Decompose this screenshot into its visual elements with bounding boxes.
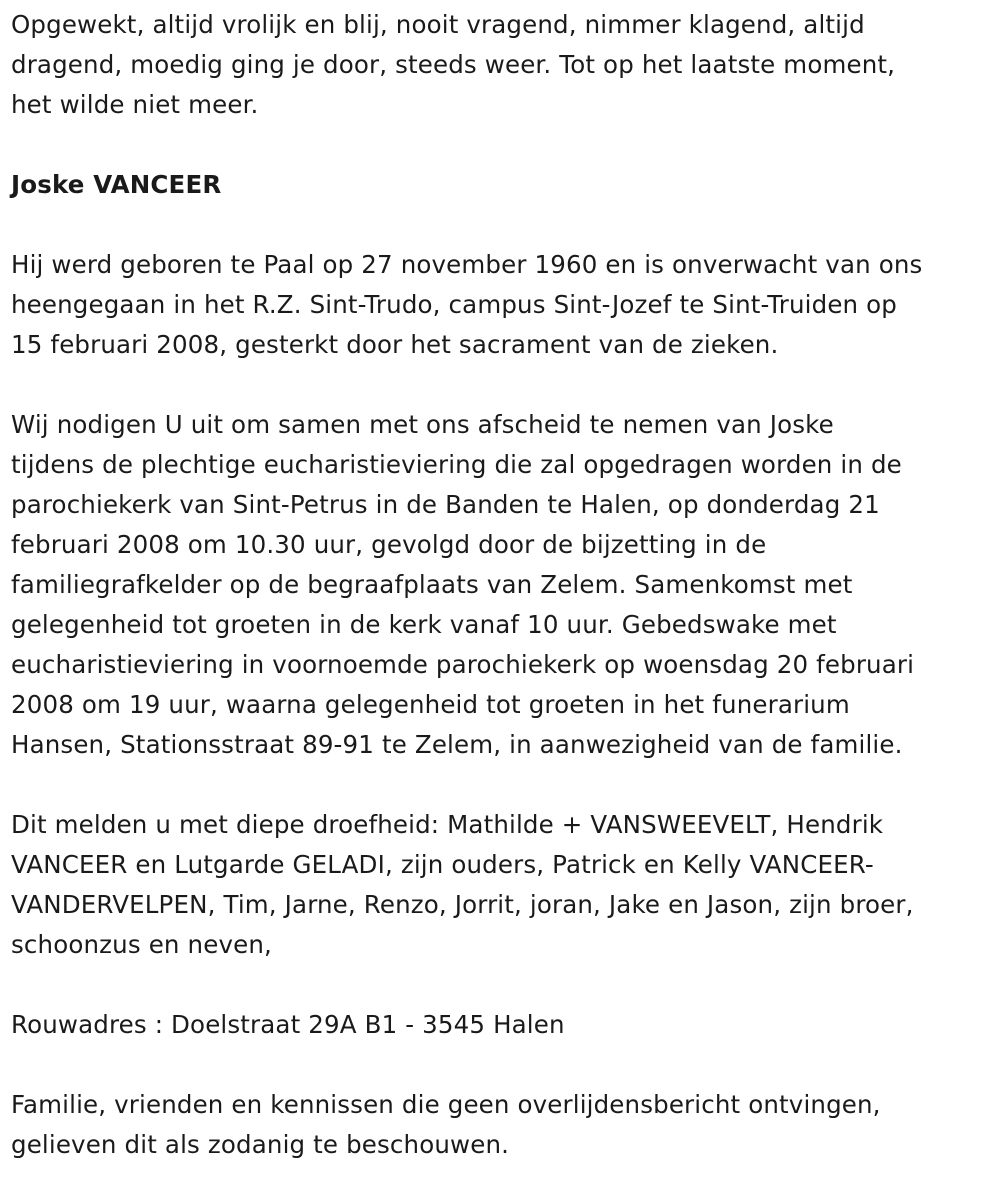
closing-paragraph: Familie, vrienden en kennissen die geen overlijdensbericht ontvingen, gelieven dit als zodanig te beschouwen. <box>11 1090 881 1159</box>
obituary-document <box>11 5 991 1165</box>
funeral-invitation-paragraph: Wij nodigen U uit om samen met ons afscheid te nemen van Joske tijdens de plechtige eucharistieviering die zal opgedragen worden in de parochiekerk van Sint-Petrus in de Banden te Halen, op donderdag 21 februari 2008 om 10.30 uur, gevolgd door de bijzetting in de familiegrafkelder op de begraafplaats van Zelem. Samenkomst met gelegenheid tot groeten in de kerk vanaf 10 uur. Gebedswake met eucharistieviering in voornoemde parochiekerk op woensdag 20 februari 2008 om 19 uur, waarna gelegenheid tot groeten in het funerarium Hansen, Stationsstraat 89-91 te Zelem, in aanwezigheid van de familie. <box>11 410 915 759</box>
mourning-address: Rouwadres : Doelstraat 29A B1 - 3545 Halen <box>11 1010 565 1039</box>
deceased-name-heading: Joske VANCEER <box>11 170 222 199</box>
birth-death-paragraph: Hij werd geboren te Paal op 27 november 1960 en is onverwacht van ons heengegaan in het R.Z. Sint-Trudo, campus Sint-Jozef te Sint-Truiden op 15 februari 2008, gesterkt door het sacrament van de zieken. <box>11 250 923 359</box>
intro-paragraph: Opgewekt, altijd vrolijk en blij, nooit vragend, nimmer klagend, altijd dragend, moedig ging je door, steeds weer. Tot op het laatste moment, het wilde niet meer. <box>11 10 896 119</box>
family-announcement-paragraph: Dit melden u met diepe droefheid: Mathilde + VANSWEEVELT, Hendrik VANCEER en Lutgarde GELADI, zijn ouders, Patrick en Kelly VANCEER- VANDERVELPEN, Tim, Jarne, Renzo, Jorrit, joran, Jake en Jason, zijn broer, schoonzus en neven, <box>11 810 914 959</box>
